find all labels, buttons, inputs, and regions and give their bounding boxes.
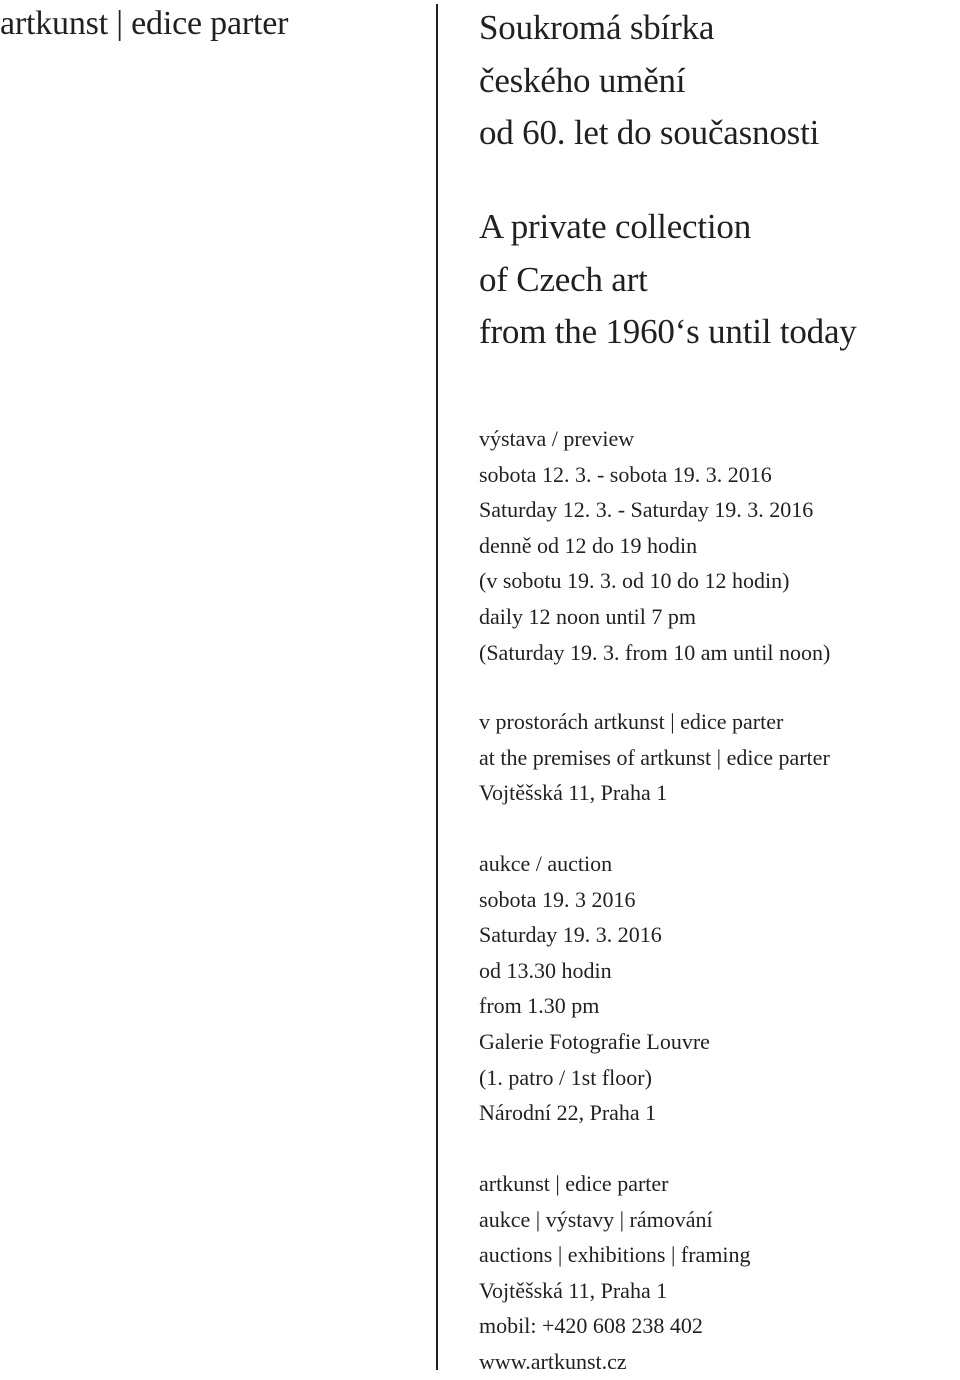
- auction-info: [479, 846, 960, 1131]
- premises-info: [479, 704, 960, 811]
- title-english-line: of Czech art: [479, 259, 648, 299]
- contact-phone: mobil: +420 608 238 402: [479, 1313, 703, 1339]
- auction-line: aukce / auction: [479, 851, 613, 876]
- title-czech-line: od 60. let do současnosti: [479, 113, 820, 152]
- preview-line: Saturday 12. 3. - Saturday 19. 3. 2016: [479, 497, 814, 523]
- preview-line: daily 12 noon until 7 pm: [479, 603, 696, 629]
- auction-line: od 13.30 hodin: [479, 957, 612, 983]
- premises-line: v prostorách artkunst | edice parter: [479, 709, 784, 734]
- title-czech-line: českého umění: [479, 60, 686, 100]
- preview-line: (v sobotu 19. 3. od 10 do 12 hodin): [479, 568, 790, 594]
- preview-line: denně od 12 do 19 hodin: [479, 532, 698, 558]
- contact-line: aukce | výstavy | rámování: [479, 1206, 713, 1232]
- preview-info: [479, 421, 960, 670]
- contact-info: [479, 1166, 960, 1380]
- title-czech-line: Soukromá sbírka: [479, 8, 715, 47]
- website-link[interactable]: www.artkunst.cz: [479, 1348, 627, 1374]
- auction-line: sobota 19. 3 2016: [479, 886, 636, 912]
- preview-line: (Saturday 19. 3. from 10 am until noon): [479, 639, 831, 665]
- vertical-divider: [436, 4, 438, 1370]
- title-english: [479, 201, 960, 359]
- contact-line: auctions | exhibitions | framing: [479, 1242, 751, 1268]
- preview-line: sobota 12. 3. - sobota 19. 3. 2016: [479, 461, 772, 487]
- premises-line: at the premises of artkunst | edice parter: [479, 744, 830, 770]
- auction-line: Galerie Fotografie Louvre: [479, 1028, 710, 1054]
- preview-line: výstava / preview: [479, 426, 635, 451]
- brand-name: artkunst | edice parter: [0, 5, 289, 42]
- contact-address: Vojtěšská 11, Praha 1: [479, 1277, 668, 1303]
- auction-line: (1. patro / 1st floor): [479, 1064, 652, 1090]
- auction-line: from 1.30 pm: [479, 993, 600, 1019]
- auction-line: Národní 22, Praha 1: [479, 1100, 657, 1126]
- premises-line: Vojtěšská 11, Praha 1: [479, 780, 668, 806]
- title-english-line: from the 1960‘s until today: [479, 312, 857, 351]
- contact-line: artkunst | edice parter: [479, 1171, 669, 1196]
- title-czech: [479, 2, 960, 160]
- title-english-line: A private collection: [479, 207, 752, 246]
- auction-line: Saturday 19. 3. 2016: [479, 922, 662, 948]
